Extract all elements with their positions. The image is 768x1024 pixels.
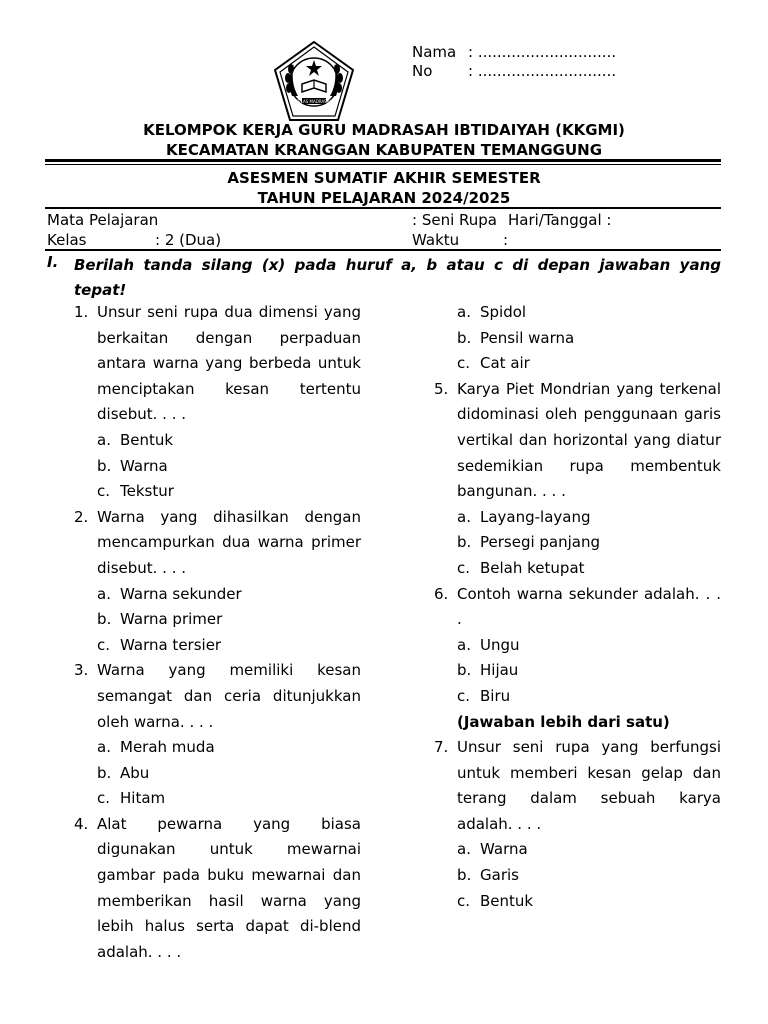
option-letter: c.	[457, 558, 471, 577]
info-row-class	[47, 231, 723, 251]
option-letter: b.	[457, 866, 472, 885]
title-divider	[45, 207, 721, 209]
exam-year: TAHUN PELAJARAN 2024/2025	[257, 189, 511, 207]
question-number: 1.	[74, 303, 89, 321]
option-letter: b.	[97, 456, 112, 475]
madrasah-logo	[272, 40, 356, 124]
option-letter: a.	[97, 738, 111, 757]
subject-label: Mata Pelajaran	[47, 211, 159, 229]
option-letter: c.	[97, 635, 111, 654]
option-item[interactable]	[434, 326, 721, 352]
question-4	[74, 812, 361, 966]
option-item[interactable]	[74, 786, 361, 812]
question-text: Alat pewarna yang biasa digunakan untuk mewarnai gambar pada buku mewarnai dan memberikan hasil warna yang lebih halus serta dapat di-blend adalah. . . .	[97, 814, 361, 961]
subject-value: : Seni Rupa	[412, 211, 497, 229]
multi-answer-note: (Jawaban lebih dari satu)	[457, 712, 670, 731]
section-instruction: Berilah tanda silang (x) pada huruf a, b atau c di depan jawaban yang tepat!	[74, 256, 721, 299]
questions-left-column	[74, 300, 361, 965]
option-item[interactable]	[74, 454, 361, 480]
institution-line-1: KELOMPOK KERJA GURU MADRASAH IBTIDAIYAH (KKGMI)	[143, 121, 625, 139]
option-letter: c.	[97, 482, 111, 501]
questions-right-column	[434, 300, 721, 914]
question-3	[74, 658, 361, 735]
option-item[interactable]	[74, 607, 361, 633]
question-text: Unsur seni rupa dua dimensi yang berkaitan dengan perpaduan antara warna yang berbeda untuk menciptakan kesan tertentu disebut. . . .	[97, 303, 361, 424]
option-letter: b.	[97, 763, 112, 782]
option-item[interactable]	[434, 300, 721, 326]
option-letter: c.	[457, 354, 471, 373]
option-text: Warna tersier	[120, 635, 222, 654]
name-field[interactable]: : .............................	[468, 43, 617, 61]
date-label: Hari/Tanggal :	[508, 211, 612, 229]
option-text: Hitam	[120, 789, 166, 808]
info-row-subject	[47, 211, 723, 231]
option-letter: b.	[457, 328, 472, 347]
option-letter: a.	[97, 430, 111, 449]
question-text: Karya Piet Mondrian yang terkenal didominasi oleh penggunaan garis vertikal dan horizontal yang diatur sedemikian rupa membentuk bangunan. . . .	[457, 379, 721, 501]
number-row	[412, 62, 616, 81]
option-text: Warna	[120, 456, 168, 475]
option-text: Garis	[480, 866, 519, 885]
option-item[interactable]	[434, 837, 721, 863]
student-id-block	[412, 43, 616, 81]
question-2	[74, 505, 361, 582]
info-divider	[45, 249, 721, 251]
option-text: Biru	[480, 686, 511, 705]
option-item[interactable]	[434, 863, 721, 889]
question-7	[434, 735, 721, 837]
option-text: Merah muda	[120, 738, 215, 757]
option-item[interactable]	[434, 684, 721, 710]
question-5	[434, 377, 721, 505]
question-number: 2.	[74, 507, 89, 526]
option-item[interactable]	[434, 505, 721, 531]
option-letter: a.	[457, 303, 471, 321]
option-item[interactable]	[434, 633, 721, 659]
option-text: Persegi panjang	[480, 533, 601, 552]
option-text: Warna sekunder	[120, 584, 242, 603]
question-number: 5.	[434, 379, 449, 398]
logo-banner-text: KELAS MADRASAH	[295, 99, 333, 104]
question-text: Warna yang memiliki kesan semangat dan ceria ditunjukkan oleh warna. . . .	[97, 661, 361, 731]
option-letter: b.	[457, 661, 472, 680]
option-text: Warna	[480, 840, 528, 859]
option-text: Belah ketupat	[480, 558, 585, 577]
question-text: Contoh warna sekunder adalah. . . .	[457, 584, 721, 629]
institution-line-2: KECAMATAN KRANGGAN KABUPATEN TEMANGGUNG	[165, 141, 603, 159]
option-text: Warna primer	[120, 610, 223, 629]
option-letter: a.	[457, 635, 471, 654]
question-number: 4.	[74, 814, 89, 833]
option-item[interactable]	[434, 889, 721, 915]
name-label: Nama	[412, 43, 457, 61]
option-letter: b.	[97, 610, 112, 629]
option-text: Bentuk	[120, 430, 174, 449]
option-letter: c.	[457, 686, 471, 705]
option-item[interactable]	[74, 428, 361, 454]
question-text: Unsur seni rupa yang berfungsi untuk memberi kesan gelap dan terang dalam sebuah karya adalah. . . .	[457, 738, 721, 833]
option-item[interactable]	[74, 633, 361, 659]
option-item[interactable]	[74, 735, 361, 761]
time-label: Waktu	[412, 231, 460, 249]
option-letter: c.	[457, 891, 471, 910]
option-item[interactable]	[434, 658, 721, 684]
option-text: Hijau	[480, 661, 519, 680]
option-item[interactable]	[74, 479, 361, 505]
option-letter: a.	[457, 840, 471, 859]
time-value: :	[503, 231, 509, 249]
option-letter: a.	[457, 507, 471, 526]
number-label: No	[412, 62, 433, 80]
option-letter: c.	[97, 789, 111, 808]
option-text: Bentuk	[480, 891, 534, 910]
question-6	[434, 582, 721, 633]
option-item[interactable]	[74, 582, 361, 608]
option-text: Abu	[120, 763, 150, 782]
header-divider-thin	[45, 164, 721, 165]
option-text: Pensil warna	[480, 328, 575, 347]
question-number: 6.	[434, 584, 449, 603]
question-1	[74, 300, 361, 428]
class-label: Kelas	[47, 231, 87, 249]
option-text: Layang-layang	[480, 507, 591, 526]
option-letter: b.	[457, 533, 472, 552]
question-number: 7.	[434, 738, 449, 757]
question-text: Warna yang dihasilkan dengan mencampurkan dua warna primer disebut. . . .	[97, 507, 361, 577]
exam-title: ASESMEN SUMATIF AKHIR SEMESTER	[227, 169, 541, 187]
question-number: 3.	[74, 661, 89, 680]
option-item[interactable]	[434, 530, 721, 556]
option-item[interactable]	[74, 761, 361, 787]
option-text: Spidol	[480, 303, 527, 321]
option-item[interactable]	[434, 556, 721, 582]
header-divider-thick	[45, 159, 721, 162]
option-letter: a.	[97, 584, 111, 603]
option-text: Ungu	[480, 635, 520, 654]
section-number: I.	[47, 253, 59, 271]
option-text: Cat air	[480, 354, 530, 373]
number-field[interactable]: : .............................	[468, 62, 617, 80]
option-item[interactable]	[434, 351, 721, 377]
class-value: : 2 (Dua)	[155, 231, 222, 249]
name-row	[412, 43, 616, 62]
option-text: Tekstur	[120, 482, 174, 501]
